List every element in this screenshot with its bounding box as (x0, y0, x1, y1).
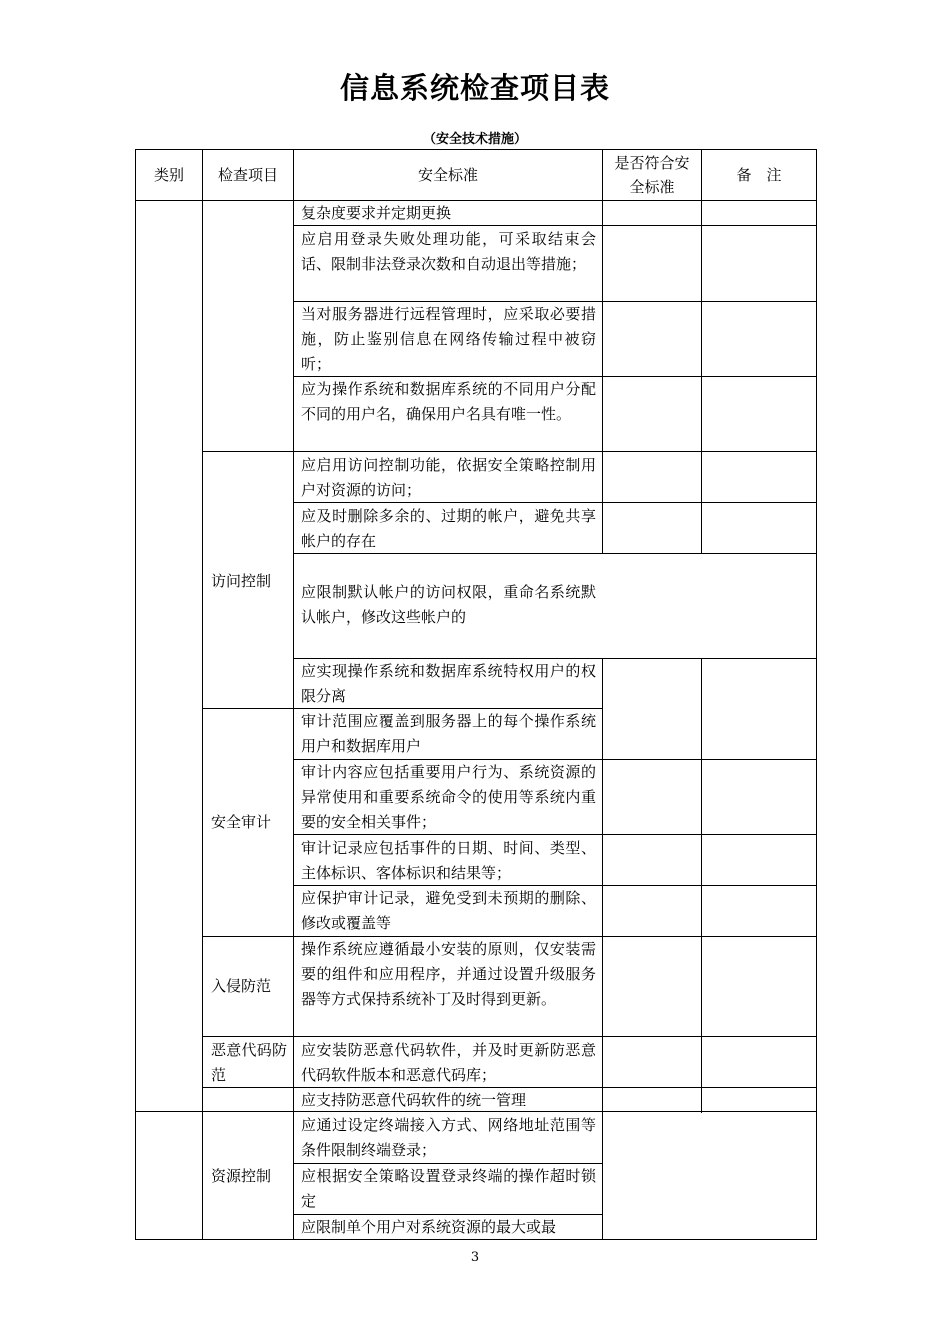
page-title: 信息系统检查项目表 (339, 71, 610, 105)
standard-text: 应根据安全策略设置登录终端的操作超时锁定 (301, 1167, 596, 1210)
standard-text: 审计记录应包括事件的日期、时间、类型、主体标识、客体标识和结果等； (301, 839, 596, 882)
column-divider (293, 149, 294, 1240)
column-divider (202, 149, 203, 1240)
standard-text: 操作系统应遵循最小安装的原则，仅安装需要的组件和应用程序，并通过设置升级服务器等方式保持系统补丁及时得到更新。 (301, 940, 596, 1008)
page-number: 3 (470, 1250, 480, 1265)
header-category: 类别 (153, 166, 184, 184)
table-border-right (816, 149, 817, 1240)
standard-text: 应启用访问控制功能，依据安全策略控制用户对资源的访问； (301, 456, 596, 499)
page-subtitle: （安全技术措施） (422, 132, 527, 147)
table-border-top (135, 149, 817, 150)
standard-text: 应及时删除多余的、过期的帐户，避免共享帐户的存在 (301, 507, 596, 550)
header-standard: 安全标准 (417, 166, 478, 184)
group-intrusion-prevention: 入侵防范 (211, 977, 272, 995)
group-security-audit: 安全审计 (211, 813, 272, 831)
standard-text: 复杂度要求并定期更换 (301, 204, 452, 222)
standard-text: 当对服务器进行远程管理时，应采取必要措施，防止鉴别信息在网络传输过程中被窃听； (301, 305, 596, 373)
column-divider (602, 658, 603, 1240)
standard-text: 应通过设定终端接入方式、网络地址范围等条件限制终端登录； (301, 1116, 596, 1159)
header-item: 检查项目 (217, 166, 278, 184)
standard-text: 审计内容应包括重要用户行为、系统资源的异常使用和重要系统命令的使用等系统内重要的安全相关事件； (301, 763, 596, 831)
standard-text: 应启用登录失败处理功能，可采取结束会话、限制非法登录次数和自动退出等措施； (301, 230, 596, 273)
standard-text: 应限制单个用户对系统资源的最大或最 (301, 1218, 557, 1236)
group-access-control: 访问控制 (211, 572, 272, 590)
standard-text: 应限制默认帐户的访问权限，重命名系统默认帐户，修改这些帐户的 (301, 583, 596, 626)
row-divider (202, 1036, 817, 1037)
standard-text: 应为操作系统和数据库系统的不同用户分配不同的用户名，确保用户名具有唯一性。 (301, 380, 596, 423)
standard-text: 应支持防恶意代码软件的统一管理 (301, 1091, 527, 1109)
group-resource-control: 资源控制 (211, 1167, 272, 1185)
standard-text: 应保护审计记录，避免受到未预期的删除、修改或覆盖等 (301, 889, 596, 932)
header-remark: 备 注 (736, 166, 782, 184)
column-divider (701, 658, 702, 1113)
standard-text: 审计范围应覆盖到服务器上的每个操作系统用户和数据库用户 (301, 712, 596, 755)
standard-text: 应安装防恶意代码软件，并及时更新防恶意代码软件版本和恶意代码库； (301, 1041, 596, 1084)
row-divider (202, 451, 817, 452)
column-divider (701, 149, 702, 554)
standard-text: 应实现操作系统和数据库系统特权用户的权限分离 (301, 662, 596, 705)
group-malware-prevention: 恶意代码防范 (211, 1041, 287, 1084)
column-divider (602, 149, 603, 554)
table-border-left (135, 149, 136, 1240)
header-conform: 是否符合安全标准 (614, 154, 690, 196)
